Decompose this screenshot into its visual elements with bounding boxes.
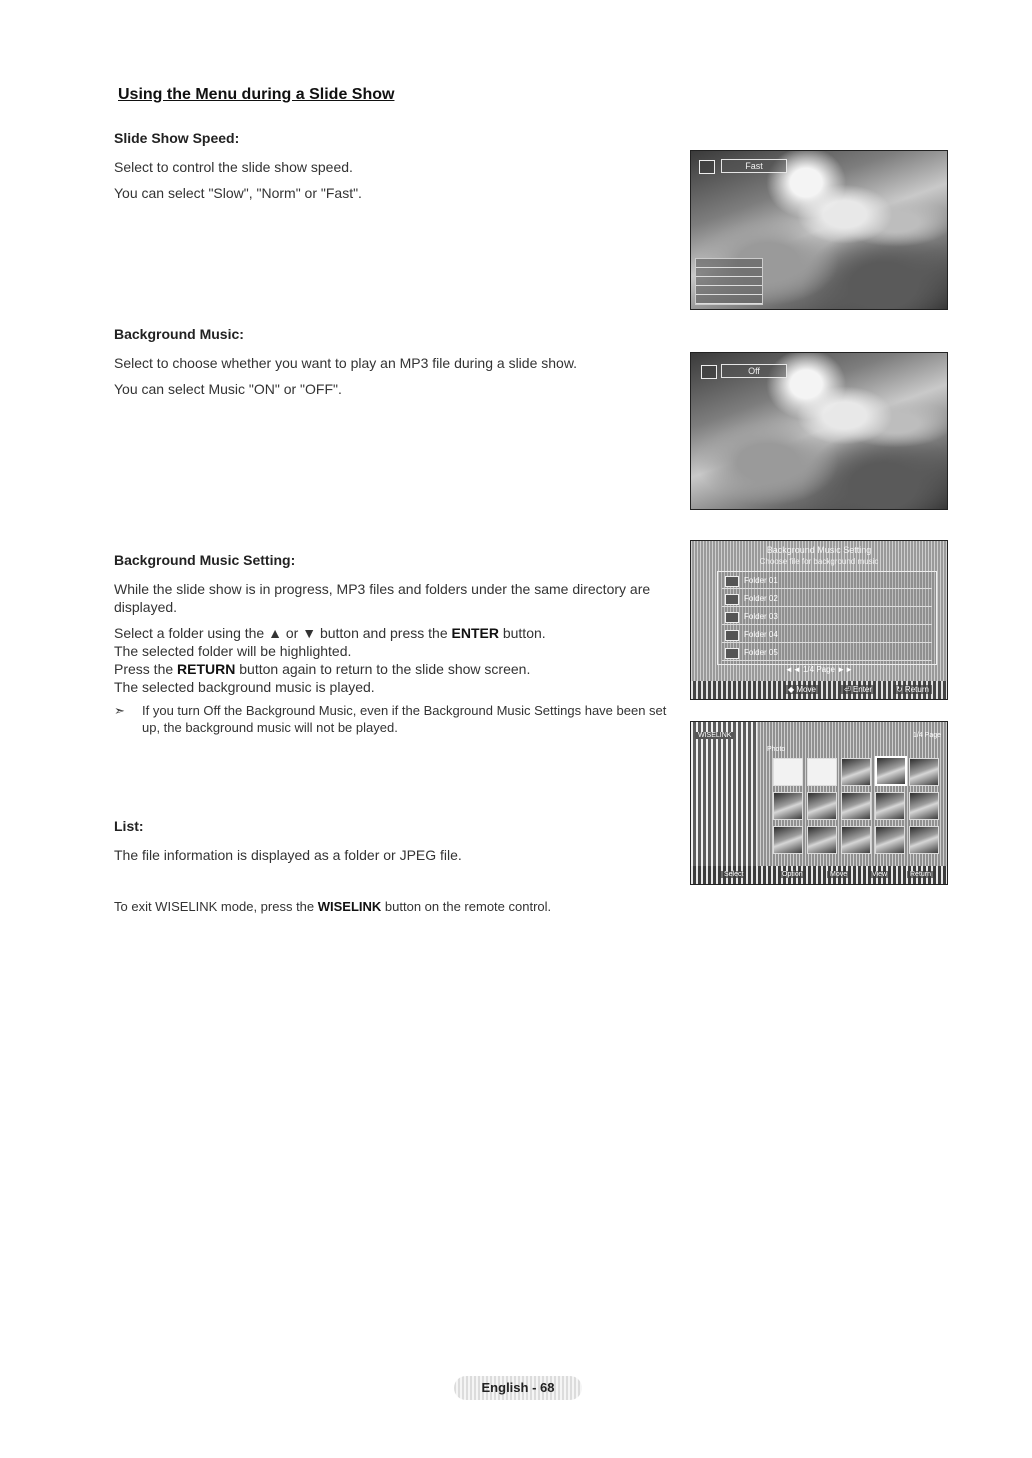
paragraph: Select to choose whether you want to play an MP3 file during a slide show.	[114, 355, 578, 371]
paragraph: Select to control the slide show speed.	[114, 159, 353, 175]
thumbnail-image[interactable]	[841, 792, 871, 820]
page-title: Using the Menu during a Slide Show	[118, 86, 395, 103]
dialog-footer	[691, 681, 947, 699]
section-heading: Background Music Setting:	[114, 552, 296, 568]
page-number-badge: English - 68	[454, 1376, 582, 1400]
paragraph: You can select Music "ON" or "OFF".	[114, 381, 342, 397]
thumbnail-image[interactable]	[909, 826, 939, 854]
thumbnail-image[interactable]	[773, 792, 803, 820]
thumbnail-folder[interactable]	[807, 758, 837, 786]
folder-item[interactable]: Folder 02	[722, 592, 932, 607]
option-hint: Option	[779, 871, 806, 878]
section-slide-show-speed	[114, 130, 680, 210]
list-sidebar	[691, 722, 757, 866]
slideshow-icon	[699, 160, 715, 174]
section-heading: Slide Show Speed:	[114, 130, 240, 146]
folder-list	[717, 571, 937, 665]
folder-path: Photo	[767, 746, 786, 753]
folder-icon	[725, 630, 739, 641]
folder-item[interactable]: Folder 04	[722, 628, 932, 643]
section-background-music	[114, 326, 680, 406]
wiselink-tag: WISELINK	[695, 732, 734, 739]
list-screenshot	[690, 721, 948, 885]
section-list	[114, 818, 680, 872]
exit-instruction: To exit WISELINK mode, press the WISELINK button on the remote control.	[114, 899, 552, 914]
folder-item[interactable]: Folder 03	[722, 610, 932, 625]
dialog-title: Background Music Setting	[766, 545, 872, 555]
move-hint: ◆ Move	[785, 685, 819, 694]
slideshow-menu	[695, 258, 763, 305]
music-value: Off	[721, 364, 787, 378]
list-footer	[691, 866, 947, 884]
thumbnail-image[interactable]	[909, 758, 939, 786]
down-arrow-icon: ▼	[302, 625, 317, 641]
background-music-screenshot	[690, 352, 948, 510]
return-hint: ↻ Return	[893, 685, 932, 694]
music-icon	[701, 365, 717, 379]
paragraph: The file information is displayed as a folder or JPEG file.	[114, 847, 462, 863]
section-heading: Background Music:	[114, 326, 244, 342]
thumbnail-image[interactable]	[773, 826, 803, 854]
page-count: 1/4 Page	[912, 732, 941, 739]
note-arrow-icon: ➣	[114, 703, 125, 718]
view-hint: View	[869, 871, 890, 878]
thumbnail-image[interactable]	[909, 792, 939, 820]
paragraph-select-folder: Select a folder using the ▲ or ▼ button and press the ENTER button.	[114, 625, 546, 641]
return-hint: Return	[907, 871, 934, 878]
thumbnail-image[interactable]	[841, 826, 871, 854]
thumbnail-image[interactable]	[807, 826, 837, 854]
enter-hint: ⏎ Enter	[841, 685, 875, 694]
folder-icon	[725, 594, 739, 605]
paragraph-return: Press the RETURN button again to return to the slide show screen.	[114, 661, 531, 677]
move-hint: Move	[827, 871, 850, 878]
thumbnail-image[interactable]	[841, 758, 871, 786]
folder-icon	[725, 648, 739, 659]
paragraph: The selected background music is played.	[114, 679, 375, 695]
music-setting-screenshot	[690, 540, 948, 700]
thumbnail-image[interactable]	[807, 792, 837, 820]
section-heading: List:	[114, 818, 144, 834]
thumbnail-image[interactable]	[875, 792, 905, 820]
paragraph: You can select "Slow", "Norm" or "Fast".	[114, 185, 362, 201]
folder-item[interactable]: Folder 05	[722, 646, 932, 661]
folder-icon	[725, 576, 739, 587]
paragraph: While the slide show is in progress, MP3 files and folders under the same directory are displayed.	[114, 581, 651, 615]
select-hint: Select	[721, 871, 746, 878]
thumbnail-image[interactable]	[875, 826, 905, 854]
folder-icon	[725, 612, 739, 623]
dialog-subtitle: Choose file for background music	[759, 557, 879, 566]
page-indicator: ◄◄ 1/4 Page ►►	[784, 665, 854, 674]
section-background-music-setting	[114, 552, 680, 736]
slide-speed-screenshot	[690, 150, 948, 310]
up-arrow-icon: ▲	[268, 625, 282, 641]
note: ➣ If you turn Off the Background Music, even if the Background Music Settings have been set up, the background music will not be played.	[114, 703, 667, 735]
paragraph: The selected folder will be highlighted.	[114, 643, 352, 659]
thumbnail-folder[interactable]	[773, 758, 803, 786]
thumbnail-image-selected[interactable]	[875, 756, 907, 786]
folder-item[interactable]: Folder 01	[722, 574, 932, 589]
speed-value: Fast	[721, 159, 787, 173]
